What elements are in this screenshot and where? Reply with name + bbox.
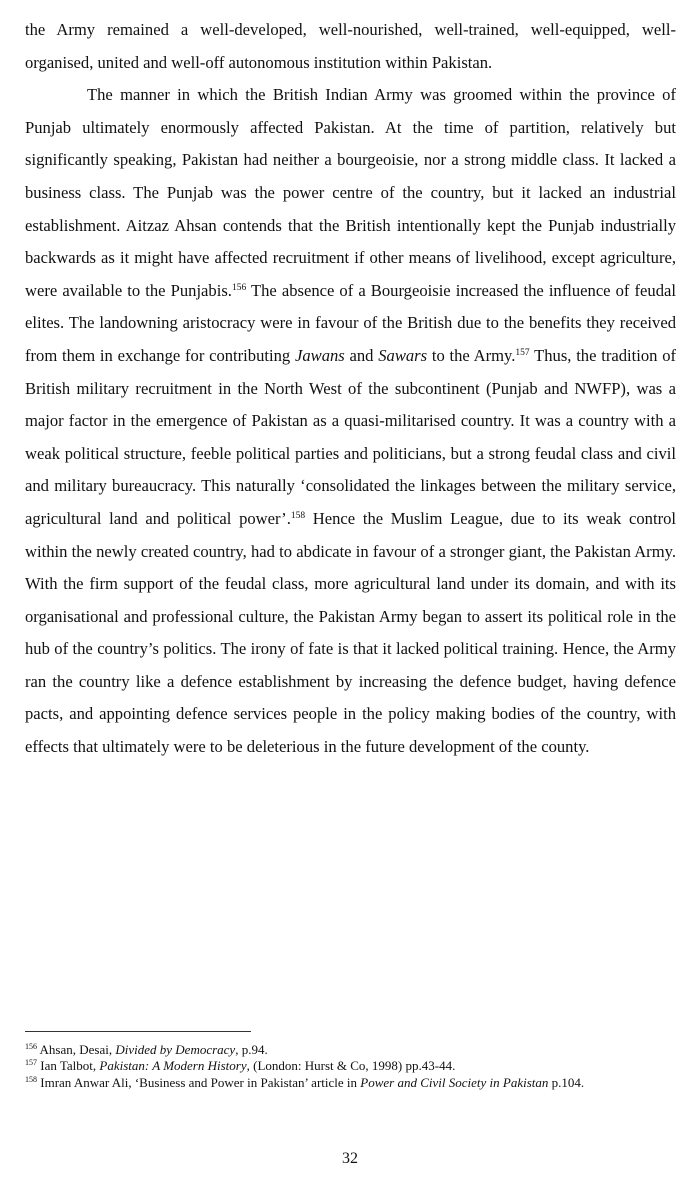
footnote-text: , p.94. bbox=[235, 1042, 268, 1057]
body-text bbox=[25, 14, 676, 764]
text-run: Hence the Muslim League, due to its weak control within the newly created country, had to abdicate in favour of a stronger giant, the Pakistan Army. With the firm support of the feudal class, more agricultural land under its domain, and with its organisational and professional culture, the Pakistan Army began to assert its political role in the hub of the country’s politics. The irony of fate is that it lacked political training. Hence, the Army ran the country like a defence establishment by increasing the defence budget, having defence pacts, and appointing defence services people in the policy making bodies of the country, with effects that ultimately were to be deleterious in the future development of the county. bbox=[25, 508, 677, 757]
text-run: The manner in which the British Indian Army was groomed within the province of Punjab ultimately enormously affected Pakistan. At the time of partition, relatively but significantly speaking, Pakistan had neither a bourgeoisie, nor a strong middle class. It lacked a business class. The Punjab was the power centre of the country, but it lacked an industrial establishment. Aitzaz Ahsan contends that the British intentionally kept the Punjab industrially backwards as it might have affected recruitment if other means of livelihood, except agriculture, were available to the Punjabis. bbox=[25, 85, 676, 300]
footnote-text: Ian Talbot, bbox=[37, 1058, 100, 1074]
paragraph-2 bbox=[25, 79, 676, 763]
footnote-157 bbox=[25, 1058, 676, 1074]
footnote-number: 156 bbox=[25, 1042, 37, 1051]
footnote-ref-156[interactable]: 156 bbox=[231, 282, 247, 293]
footnote-ref-158[interactable]: 158 bbox=[290, 510, 306, 521]
footnote-text: p.104. bbox=[548, 1074, 585, 1090]
footnote-title: Pakistan: A Modern History bbox=[99, 1058, 247, 1074]
text-run: The absence of a Bourgeoisie increased the influence of feudal elites. The landowning aristocracy were in favour of the British due to the benefits they received from them in exchange for contributing bbox=[25, 280, 676, 365]
footnote-title: Power and Civil Society in Pakistan bbox=[360, 1074, 549, 1090]
footnote-158 bbox=[25, 1075, 676, 1091]
footnote-text: Ahsan, Desai, bbox=[37, 1042, 116, 1057]
footnote-number: 158 bbox=[25, 1074, 37, 1084]
footnote-ref-157[interactable]: 157 bbox=[515, 347, 530, 358]
paragraph-1: the Army remained a well-developed, well-nourished, well-trained, well-equipped, well-organised, united and well-off autonomous institution within Pakistan. bbox=[25, 20, 676, 72]
footnote-text: , (London: Hurst & Co, 1998) pp.43-44. bbox=[246, 1058, 456, 1074]
footnote-title: Divided by Democracy bbox=[115, 1042, 236, 1057]
footnotes bbox=[25, 1042, 676, 1091]
footnote-text: Imran Anwar Ali, ‘Business and Power in Pakistan’ article in bbox=[37, 1074, 361, 1090]
text-run: to the Army. bbox=[427, 345, 516, 365]
footnote-separator bbox=[25, 1031, 251, 1032]
page-number: 32 bbox=[342, 1150, 358, 1167]
italic-term-sawars: Sawars bbox=[378, 345, 428, 365]
italic-term-jawans: Jawans bbox=[294, 345, 345, 365]
footnote-156 bbox=[25, 1042, 676, 1058]
text-run: Thus, the tradition of British military recruitment in the North West of the subcontinent (Punjab and NWFP), was a major factor in the emergence of Pakistan as a quasi-militarised country. It was a country with a weak political structure, feeble political parties and politicians, but a strong feudal class and civil and military bureaucracy. This naturally ‘consolidated the linkages between the military service, agricultural land and political power’. bbox=[25, 345, 677, 528]
footnote-number: 157 bbox=[25, 1058, 37, 1068]
text-run: and bbox=[344, 345, 379, 365]
